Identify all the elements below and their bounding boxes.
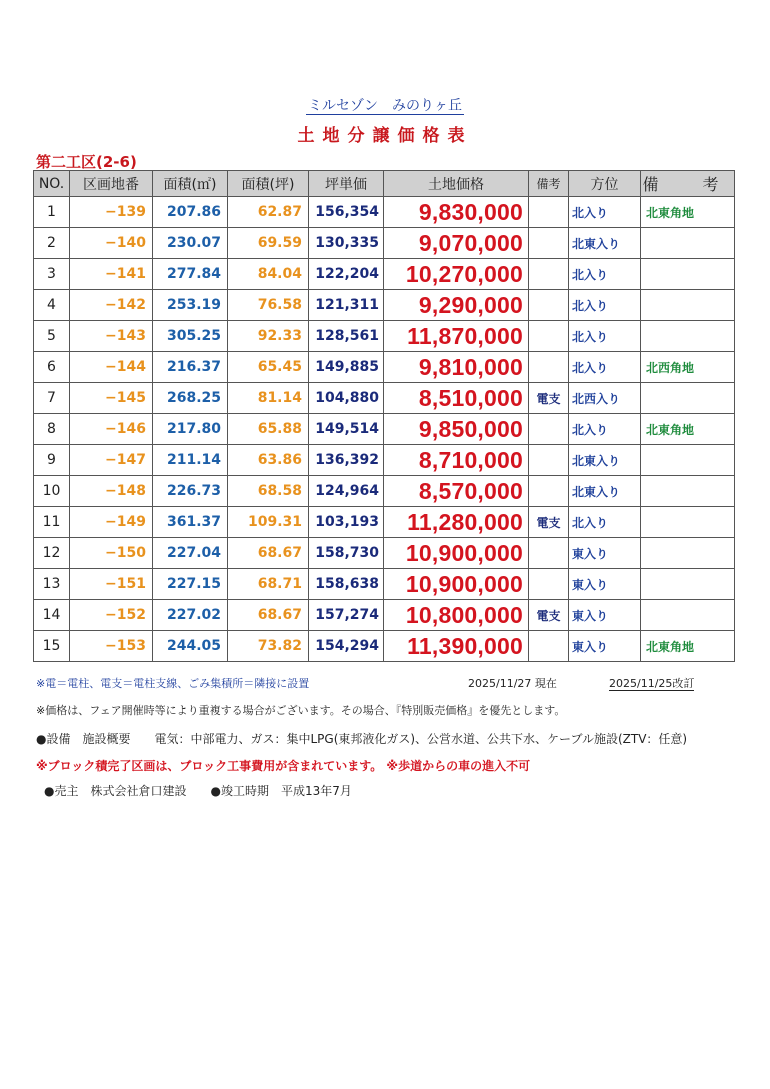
revised-date: 2025/11/25改訂	[609, 677, 695, 690]
table-row	[34, 631, 735, 662]
table-row	[34, 445, 735, 476]
cell-area-tsubo: 65.45	[228, 352, 309, 383]
table-row	[34, 321, 735, 352]
facilities-note: ●設備 施設概要 電気：中部電力、ガス：集中LPG(東邦液化ガス)、公営水道、公共下水、ケーブル施設(ZTV：任意)	[36, 732, 688, 746]
cell-lot: −145	[70, 383, 153, 414]
cell-lot: −152	[70, 600, 153, 631]
cell-note	[529, 321, 569, 352]
cell-area-sqm: 268.25	[153, 383, 228, 414]
cell-direction: 東入り	[569, 631, 641, 662]
header-remark: 備 考	[641, 171, 735, 197]
cell-direction: 北東入り	[569, 228, 641, 259]
cell-no: 7	[34, 383, 70, 414]
cell-note	[529, 476, 569, 507]
cell-remark	[641, 600, 735, 631]
price-table	[33, 170, 735, 662]
cell-area-sqm: 207.86	[153, 197, 228, 228]
cell-direction: 北入り	[569, 352, 641, 383]
cell-price: 8,510,000	[384, 383, 529, 414]
cell-area-tsubo: 84.04	[228, 259, 309, 290]
cell-note: 電支	[529, 383, 569, 414]
cell-area-tsubo: 65.88	[228, 414, 309, 445]
cell-no: 3	[34, 259, 70, 290]
cell-note	[529, 197, 569, 228]
cell-unit-price: 103,193	[309, 507, 384, 538]
cell-no: 6	[34, 352, 70, 383]
cell-direction: 北入り	[569, 197, 641, 228]
cell-direction: 東入り	[569, 569, 641, 600]
seller-info: ●売主 株式会社倉口建設 ●竣工時期 平成13年7月	[44, 784, 352, 798]
cell-no: 1	[34, 197, 70, 228]
cell-note	[529, 352, 569, 383]
cell-area-sqm: 230.07	[153, 228, 228, 259]
block-note: ※ブロック積完了区画は、ブロック工事費用が含まれています。 ※歩道からの車の進入不可	[36, 759, 531, 773]
cell-area-tsubo: 69.59	[228, 228, 309, 259]
cell-no: 8	[34, 414, 70, 445]
cell-remark	[641, 290, 735, 321]
cell-lot: −140	[70, 228, 153, 259]
cell-remark	[641, 569, 735, 600]
cell-area-sqm: 253.19	[153, 290, 228, 321]
cell-area-sqm: 227.02	[153, 600, 228, 631]
cell-remark	[641, 321, 735, 352]
cell-unit-price: 158,730	[309, 538, 384, 569]
cell-area-tsubo: 109.31	[228, 507, 309, 538]
cell-area-sqm: 227.04	[153, 538, 228, 569]
cell-unit-price: 124,964	[309, 476, 384, 507]
cell-area-sqm: 211.14	[153, 445, 228, 476]
cell-lot: −143	[70, 321, 153, 352]
table-row	[34, 197, 735, 228]
cell-area-sqm: 305.25	[153, 321, 228, 352]
cell-unit-price: 104,880	[309, 383, 384, 414]
cell-lot: −142	[70, 290, 153, 321]
cell-area-tsubo: 81.14	[228, 383, 309, 414]
cell-area-sqm: 216.37	[153, 352, 228, 383]
price-note: ※価格は、フェア開催時等により重複する場合がございます。その場合、『特別販売価格』を優先とします。	[36, 704, 566, 717]
cell-price: 11,390,000	[384, 631, 529, 662]
cell-price: 10,800,000	[384, 600, 529, 631]
cell-note	[529, 414, 569, 445]
cell-price: 10,900,000	[384, 569, 529, 600]
cell-price: 9,810,000	[384, 352, 529, 383]
cell-direction: 東入り	[569, 600, 641, 631]
cell-price: 9,850,000	[384, 414, 529, 445]
cell-direction: 北入り	[569, 414, 641, 445]
cell-price: 9,290,000	[384, 290, 529, 321]
current-date: 2025/11/27 現在	[468, 677, 557, 690]
cell-unit-price: 156,354	[309, 197, 384, 228]
cell-unit-price: 157,274	[309, 600, 384, 631]
cell-note	[529, 228, 569, 259]
cell-direction: 北入り	[569, 259, 641, 290]
header-area-tsubo: 面積(坪)	[228, 171, 309, 197]
cell-price: 8,570,000	[384, 476, 529, 507]
cell-note	[529, 538, 569, 569]
header-no: NO.	[34, 171, 70, 197]
cell-area-tsubo: 68.71	[228, 569, 309, 600]
cell-price: 8,710,000	[384, 445, 529, 476]
cell-lot: −153	[70, 631, 153, 662]
cell-no: 5	[34, 321, 70, 352]
cell-no: 10	[34, 476, 70, 507]
table-row	[34, 476, 735, 507]
document-title: 土地分譲価格表	[297, 126, 473, 146]
cell-area-sqm: 227.15	[153, 569, 228, 600]
cell-no: 13	[34, 569, 70, 600]
cell-remark	[641, 538, 735, 569]
cell-note	[529, 259, 569, 290]
cell-unit-price: 128,561	[309, 321, 384, 352]
header-direction: 方位	[569, 171, 641, 197]
cell-price: 9,830,000	[384, 197, 529, 228]
cell-area-tsubo: 68.67	[228, 538, 309, 569]
cell-unit-price: 154,294	[309, 631, 384, 662]
cell-area-tsubo: 73.82	[228, 631, 309, 662]
cell-unit-price: 130,335	[309, 228, 384, 259]
cell-direction: 北入り	[569, 507, 641, 538]
cell-lot: −151	[70, 569, 153, 600]
cell-lot: −146	[70, 414, 153, 445]
cell-lot: −144	[70, 352, 153, 383]
cell-lot: −141	[70, 259, 153, 290]
table-row	[34, 538, 735, 569]
cell-lot: −147	[70, 445, 153, 476]
cell-area-sqm: 277.84	[153, 259, 228, 290]
cell-note: 電支	[529, 507, 569, 538]
cell-unit-price: 149,885	[309, 352, 384, 383]
cell-remark	[641, 259, 735, 290]
cell-remark: 北東角地	[641, 197, 735, 228]
cell-lot: −150	[70, 538, 153, 569]
cell-direction: 北東入り	[569, 445, 641, 476]
cell-area-tsubo: 63.86	[228, 445, 309, 476]
cell-note	[529, 445, 569, 476]
cell-area-tsubo: 68.58	[228, 476, 309, 507]
cell-no: 12	[34, 538, 70, 569]
cell-remark: 北東角地	[641, 631, 735, 662]
cell-area-sqm: 226.73	[153, 476, 228, 507]
cell-lot: −149	[70, 507, 153, 538]
cell-unit-price: 122,204	[309, 259, 384, 290]
cell-direction: 北入り	[569, 321, 641, 352]
cell-price: 11,280,000	[384, 507, 529, 538]
table-row	[34, 352, 735, 383]
site-name: ミルセゾン みのりヶ丘	[308, 98, 462, 114]
cell-note	[529, 290, 569, 321]
cell-area-tsubo: 92.33	[228, 321, 309, 352]
cell-price: 9,070,000	[384, 228, 529, 259]
cell-remark	[641, 383, 735, 414]
cell-note: 電支	[529, 600, 569, 631]
cell-remark	[641, 228, 735, 259]
cell-area-sqm: 361.37	[153, 507, 228, 538]
cell-price: 10,270,000	[384, 259, 529, 290]
header-area-sqm: 面積(㎡)	[153, 171, 228, 197]
cell-area-tsubo: 76.58	[228, 290, 309, 321]
cell-direction: 北東入り	[569, 476, 641, 507]
header-unit-price: 坪単価	[309, 171, 384, 197]
cell-direction: 東入り	[569, 538, 641, 569]
cell-unit-price: 136,392	[309, 445, 384, 476]
cell-unit-price: 121,311	[309, 290, 384, 321]
cell-note	[529, 631, 569, 662]
cell-area-sqm: 217.80	[153, 414, 228, 445]
section-label: 第二工区(2-6)	[36, 153, 137, 171]
table-row	[34, 414, 735, 445]
cell-remark: 北西角地	[641, 352, 735, 383]
cell-no: 14	[34, 600, 70, 631]
header-lot: 区画地番	[70, 171, 153, 197]
table-header-row	[34, 171, 735, 197]
legend-note: ※電＝電柱、電支＝電柱支線、ごみ集積所＝隣接に設置	[36, 677, 310, 690]
cell-no: 15	[34, 631, 70, 662]
cell-no: 9	[34, 445, 70, 476]
cell-remark	[641, 476, 735, 507]
table-row	[34, 259, 735, 290]
cell-unit-price: 158,638	[309, 569, 384, 600]
table-row	[34, 383, 735, 414]
cell-remark: 北東角地	[641, 414, 735, 445]
table-row	[34, 228, 735, 259]
cell-price: 11,870,000	[384, 321, 529, 352]
table-row	[34, 507, 735, 538]
table-row	[34, 600, 735, 631]
cell-no: 4	[34, 290, 70, 321]
cell-no: 11	[34, 507, 70, 538]
cell-price: 10,900,000	[384, 538, 529, 569]
cell-remark	[641, 507, 735, 538]
table-row	[34, 290, 735, 321]
table-row	[34, 569, 735, 600]
cell-area-tsubo: 68.67	[228, 600, 309, 631]
cell-note	[529, 569, 569, 600]
cell-direction: 北西入り	[569, 383, 641, 414]
cell-no: 2	[34, 228, 70, 259]
cell-lot: −139	[70, 197, 153, 228]
cell-direction: 北入り	[569, 290, 641, 321]
cell-area-sqm: 244.05	[153, 631, 228, 662]
header-price: 土地価格	[384, 171, 529, 197]
cell-remark	[641, 445, 735, 476]
cell-lot: −148	[70, 476, 153, 507]
cell-unit-price: 149,514	[309, 414, 384, 445]
cell-area-tsubo: 62.87	[228, 197, 309, 228]
header-note: 備考	[529, 171, 569, 197]
